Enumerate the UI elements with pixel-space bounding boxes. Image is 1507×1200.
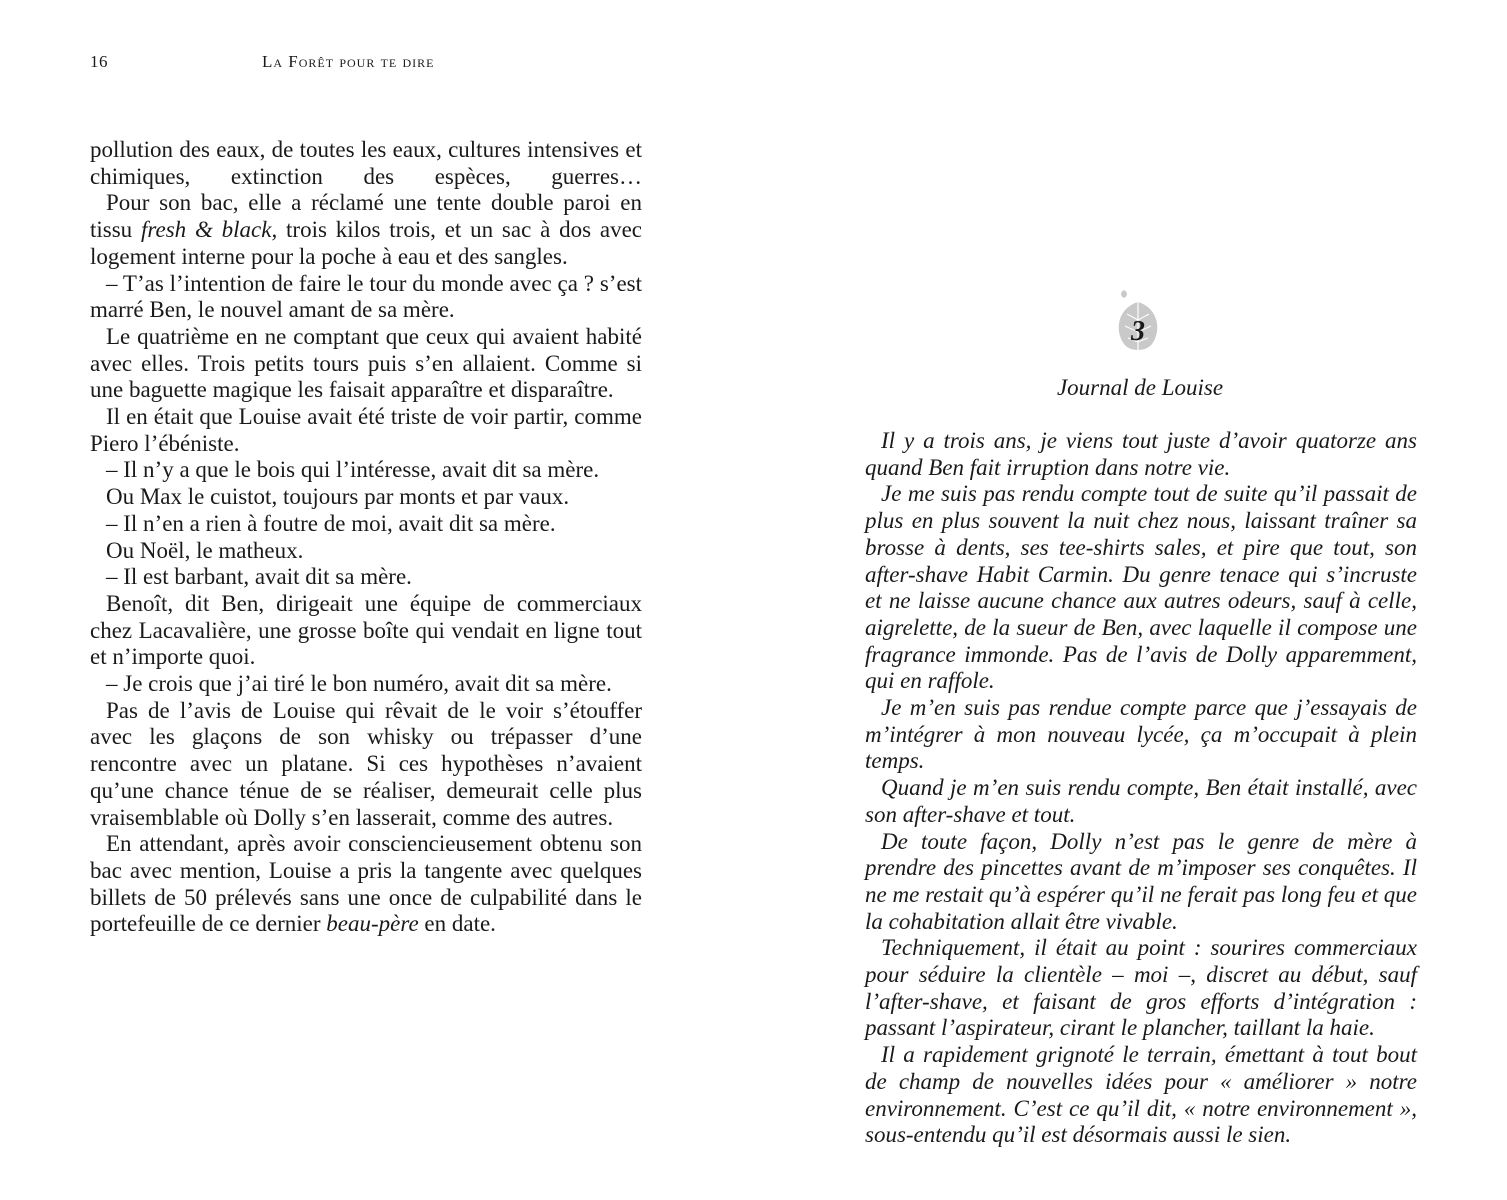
page-number: 16 xyxy=(90,52,108,71)
paragraph xyxy=(90,831,642,938)
chapter-ornament xyxy=(1108,286,1168,358)
text-run: Pour son bac, elle a réclamé une tente double paroi en tissu xyxy=(90,190,642,243)
paragraph: Je me suis pas rendu compte tout de suite qu’il passait de plus en plus souvent la nuit chez nous, laissant traîner sa brosse à dents, ses tee-shirts sales, et pire que tout, son after-shave Habit Carmin. Du genre tenace qui s’incruste et ne laisse aucune chance aux autres odeurs, sauf à celle, aigrelette, de la sueur de Ben, avec laquelle il compose une fragrance immonde. Pas de l’avis de Dolly apparemment, qui en raffole. xyxy=(865,481,1417,694)
paragraph: pollution des eaux, de toutes les eaux, cultures intensives et chimiques, extinction des espèces, guerres… xyxy=(90,137,642,189)
right-page xyxy=(753,0,1507,1200)
paragraph: Il en était que Louise avait été triste de voir partir, comme Piero l’ébéniste. xyxy=(90,404,642,456)
paragraph: Il a rapidement grignoté le terrain, émettant à tout bout de champ de nouvelles idées pour « améliorer » notre environnement. C’est ce qu’il dit, « notre environnement », sous-entendu qu’il est désormais aussi le sien. xyxy=(865,1042,1417,1148)
paragraph: Le quatrième en ne comptant que ceux qui avaient habité avec elles. Trois petits tours puis s’en allaient. Comme si une baguette magique les faisait apparaître et disparaître. xyxy=(90,323,642,403)
text-run: en date. xyxy=(418,911,496,937)
paragraph: Quand je m’en suis rendu compte, Ben était installé, avec son after-shave et tout. xyxy=(865,775,1417,827)
text-run: En attendant, après avoir consciencieusement obtenu son bac avec mention, Louise a pris la tangente avec quelques billets de 50 prélevés sans une once de culpabilité dans le portefeuille de ce dernier xyxy=(90,831,642,937)
paragraph: – T’as l’intention de faire le tour du monde avec ça ? s’est marré Ben, le nouvel amant de sa mère. xyxy=(90,270,642,323)
paragraph: Ou Max le cuistot, toujours par monts et par vaux. xyxy=(106,484,570,510)
paragraph: Techniquement, il était au point : sourires commerciaux pour séduire la clientèle – moi –, discret au début, sauf l’after-shave, et faisant de gros efforts d’intégration : passant l’aspirateur, cirant le plancher, taillant la haie. xyxy=(865,935,1417,1041)
chapter-title: Journal de Louise xyxy=(1056,375,1224,400)
journal-text xyxy=(865,428,1417,1149)
paragraph: De toute façon, Dolly n’est pas le genre de mère à prendre des pincettes avant de m’imposer ses conquêtes. Il ne me restait qu’à espérer qu’il ne ferait pas long feu et que la cohabitation allait être vivable. xyxy=(865,828,1417,934)
paragraph: – Il est barbant, avait dit sa mère. xyxy=(106,564,412,590)
text-run: trois kilos trois, et un sac à dos avec logement interne pour la poche à eau et des sangles. xyxy=(90,217,643,269)
paragraph: Pas de l’avis de Louise qui rêvait de le voir s’étouffer avec les glaçons de son whisky ou trépasser d’une rencontre avec un platane. Si ces hypothèses n’avaient qu’une chance ténue de se réaliser, demeurait celle plus vraisemblable où Dolly s’en lasserait, comme des autres. xyxy=(90,697,642,830)
paragraph: Ou Noël, le matheux. xyxy=(106,537,304,563)
paragraph: Il y a trois ans, je viens tout juste d’avoir quatorze ans quand Ben fait irruption dans notre vie. xyxy=(865,428,1417,480)
left-page xyxy=(0,0,753,1200)
paragraph: Benoît, dit Ben, dirigeait une équipe de commerciaux chez Lacavalière, une grosse boîte qui vendait en ligne tout et n’importe quoi. xyxy=(90,590,642,670)
paragraph: – Je crois que j’ai tiré le bon numéro, avait dit sa mère. xyxy=(106,671,612,697)
italic-run: beau-père xyxy=(326,911,419,937)
paragraph: – Il n’y a que le bois qui l’intéresse, avait dit sa mère. xyxy=(106,457,600,483)
body-text xyxy=(90,137,642,938)
book-title: La Forêt pour te dire xyxy=(262,52,435,71)
paragraph: – Il n’en a rien à foutre de moi, avait dit sa mère. xyxy=(106,510,556,536)
italic-run: fresh & black, xyxy=(141,217,278,243)
chapter-number: 3 xyxy=(1131,316,1145,347)
paragraph: Je m’en suis pas rendue compte parce que j’essayais de m’intégrer à mon nouveau lycée, ça m’occupait à plein temps. xyxy=(865,695,1417,774)
paragraph xyxy=(90,190,642,270)
